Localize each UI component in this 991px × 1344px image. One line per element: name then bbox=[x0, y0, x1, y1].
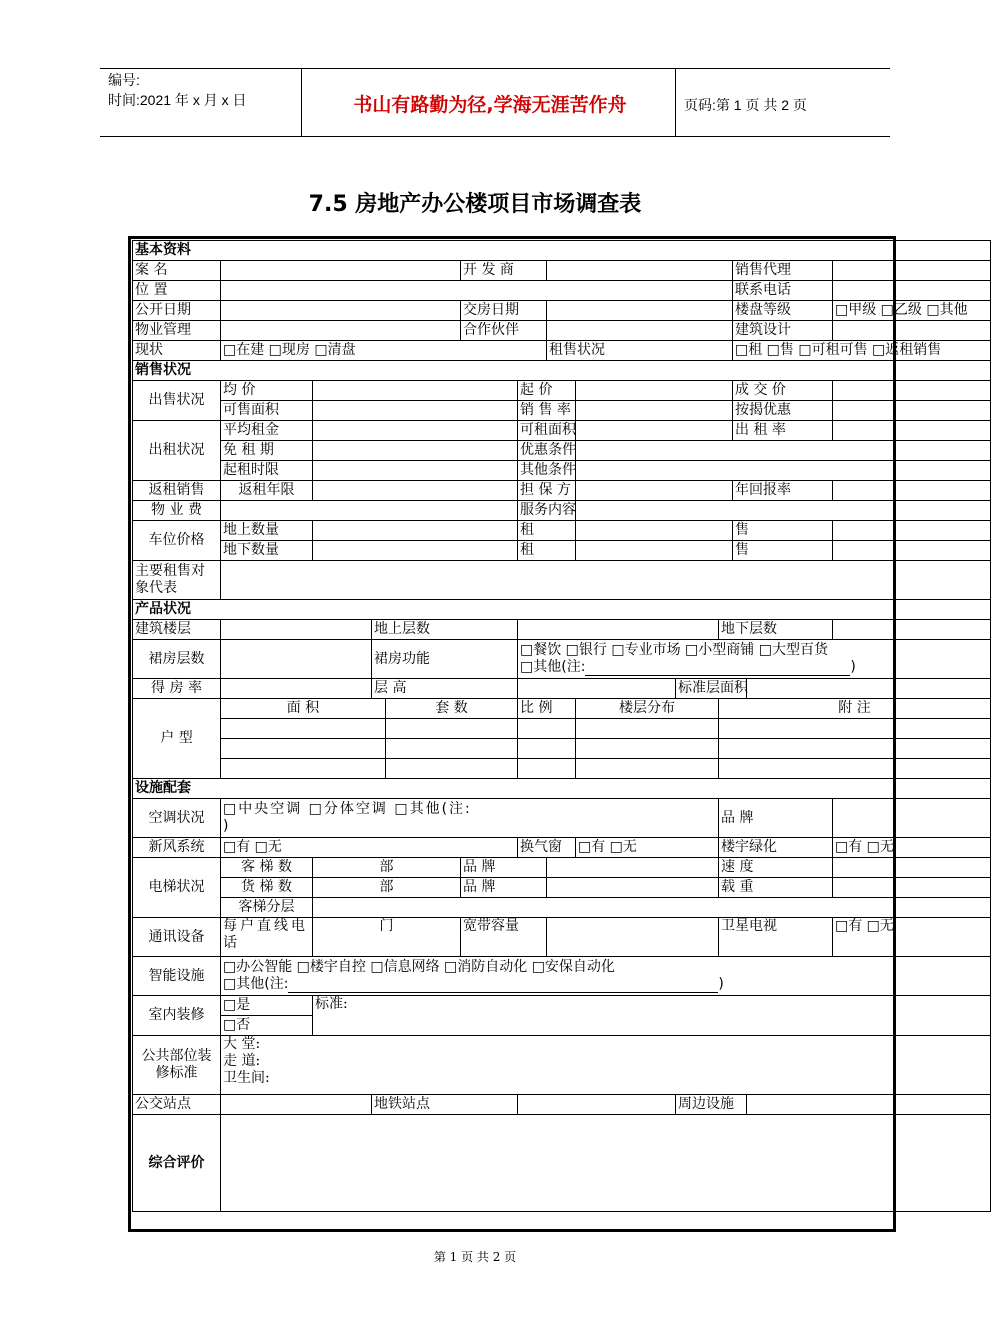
status-options[interactable]: □在建 □现房 □清盘 bbox=[221, 341, 547, 361]
label-direct-line: 每户直线电话 bbox=[221, 918, 313, 957]
number-label: 编号: bbox=[108, 72, 140, 88]
field-metro[interactable] bbox=[518, 1095, 676, 1115]
cell-note[interactable] bbox=[719, 739, 991, 759]
cell-area[interactable] bbox=[221, 719, 386, 739]
podium-func-options[interactable] bbox=[518, 640, 991, 679]
label-load: 载 重 bbox=[719, 878, 833, 898]
label-for-rent: 出租状况 bbox=[133, 421, 221, 481]
field-rent-rate[interactable] bbox=[833, 421, 991, 441]
field-rent-free[interactable] bbox=[313, 441, 518, 461]
field-preferential[interactable] bbox=[576, 441, 991, 461]
label-bandwidth: 宽带容量 bbox=[461, 918, 547, 957]
decoration-standard[interactable]: 标准: bbox=[313, 996, 991, 1036]
label-developer: 开 发 商 bbox=[461, 261, 547, 281]
survey-form bbox=[132, 240, 991, 1212]
decoration-no[interactable]: □否 bbox=[221, 1016, 313, 1036]
field-overall[interactable] bbox=[221, 1115, 991, 1212]
cell-units[interactable] bbox=[386, 759, 518, 779]
label-ac: 空调状况 bbox=[133, 799, 221, 838]
label-fresh-air: 新风系统 bbox=[133, 838, 221, 858]
smart-other: □其他(注: bbox=[223, 976, 289, 992]
page-footer: 第 1 页 共 2 页 bbox=[433, 1250, 517, 1264]
label-property-mgmt: 物业管理 bbox=[133, 321, 221, 341]
header-bottom-rule bbox=[100, 136, 890, 137]
podium-close: ) bbox=[850, 659, 856, 675]
field-ac-brand[interactable] bbox=[833, 799, 991, 838]
field-property-mgmt[interactable] bbox=[221, 321, 461, 341]
label-public-deco: 公共部位装修标准 bbox=[133, 1036, 221, 1095]
field-developer[interactable] bbox=[547, 261, 733, 281]
label-above-ground-qty: 地上数量 bbox=[221, 521, 313, 541]
label-below-floors: 地下层数 bbox=[719, 620, 833, 640]
label-brand: 品 牌 bbox=[719, 799, 833, 838]
field-passenger-brand[interactable] bbox=[547, 858, 719, 878]
label-property-fee: 物 业 费 bbox=[133, 501, 221, 521]
label-arch-design: 建筑设计 bbox=[733, 321, 833, 341]
smart-options-line1: □办公智能 □楼宇自控 □信息网络 □消防自动化 □安保自动化 bbox=[223, 959, 615, 975]
label-case-name: 案 名 bbox=[133, 261, 221, 281]
label-deal-price: 成 交 价 bbox=[733, 381, 833, 401]
field-bus[interactable] bbox=[221, 1095, 372, 1115]
field-open-date[interactable] bbox=[221, 301, 461, 321]
label-rent-rate: 出 租 率 bbox=[733, 421, 833, 441]
label-avg-price: 均 价 bbox=[221, 381, 313, 401]
field-speed[interactable] bbox=[833, 858, 991, 878]
cell-ratio[interactable] bbox=[518, 719, 576, 739]
field-load[interactable] bbox=[833, 878, 991, 898]
field-start-price[interactable] bbox=[576, 381, 733, 401]
cell-units[interactable] bbox=[386, 739, 518, 759]
fresh-air-options[interactable]: □有 □无 bbox=[221, 838, 518, 858]
time-label: 时间:2021 年 x 月 x 日 bbox=[108, 92, 247, 108]
label-leaseback: 返租销售 bbox=[133, 481, 221, 501]
field-delivery-date[interactable] bbox=[547, 301, 733, 321]
label-below-ground-qty: 地下数量 bbox=[221, 541, 313, 561]
label-rentable-area: 可租面积 bbox=[518, 421, 576, 441]
field-lift-floors[interactable] bbox=[313, 898, 991, 918]
label-sales-agent: 销售代理 bbox=[733, 261, 833, 281]
field-leaseback-years[interactable] bbox=[313, 481, 518, 501]
field-below-ground-qty[interactable] bbox=[313, 541, 518, 561]
label-delivery-date: 交房日期 bbox=[461, 301, 547, 321]
label-smart: 智能设施 bbox=[133, 957, 221, 996]
label-service: 服务内容 bbox=[518, 501, 576, 521]
header-top-rule bbox=[100, 68, 890, 69]
label-min-rent: 起租时限 bbox=[221, 461, 313, 481]
label-building-floors: 建筑楼层 bbox=[133, 620, 221, 640]
field-main-target[interactable] bbox=[221, 561, 991, 600]
field-sales-rate[interactable] bbox=[576, 401, 733, 421]
label-partner: 合作伙伴 bbox=[461, 321, 547, 341]
field-mortgage[interactable] bbox=[833, 401, 991, 421]
field-above-ground-qty[interactable] bbox=[313, 521, 518, 541]
cell-note[interactable] bbox=[719, 759, 991, 779]
label-sell: 售 bbox=[733, 541, 833, 561]
label-speed: 速 度 bbox=[719, 858, 833, 878]
field-building-floors[interactable] bbox=[221, 620, 372, 640]
label-passenger-lift: 客 梯 数 bbox=[221, 858, 313, 878]
label-metro: 地铁站点 bbox=[372, 1095, 518, 1115]
field-efficiency[interactable] bbox=[221, 679, 372, 699]
public-deco-fields[interactable] bbox=[221, 1036, 991, 1095]
label-comm: 通讯设备 bbox=[133, 918, 221, 957]
label-open-date: 公开日期 bbox=[133, 301, 221, 321]
field-above-rent[interactable] bbox=[576, 521, 733, 541]
field-below-rent[interactable] bbox=[576, 541, 733, 561]
label-rent: 租 bbox=[518, 541, 576, 561]
cell-floor-dist[interactable] bbox=[576, 759, 719, 779]
label-parking-price: 车位价格 bbox=[133, 521, 221, 561]
podium-options-line1: □餐饮 □银行 □专业市场 □小型商铺 □大型百货 bbox=[520, 642, 828, 658]
field-contact-phone[interactable] bbox=[833, 281, 991, 301]
field-std-floor-area[interactable] bbox=[747, 679, 991, 699]
section-product: 产品状况 bbox=[133, 600, 991, 620]
field-sales-agent[interactable] bbox=[833, 261, 991, 281]
cell-ratio[interactable] bbox=[518, 739, 576, 759]
doc-meta bbox=[108, 70, 246, 110]
cell-area[interactable] bbox=[221, 739, 386, 759]
label-rent: 租 bbox=[518, 521, 576, 541]
greening-options[interactable]: □有 □无 bbox=[833, 838, 991, 858]
field-min-rent[interactable] bbox=[313, 461, 518, 481]
cell-floor-dist[interactable] bbox=[576, 719, 719, 739]
page-info: 页码:第 1 页 共 2 页 bbox=[684, 97, 807, 113]
label-unit-type: 户 型 bbox=[133, 699, 221, 779]
motto: 书山有路勤为径,学海无涯苦作舟 bbox=[353, 94, 627, 116]
field-other-terms[interactable] bbox=[576, 461, 991, 481]
header-divider bbox=[675, 68, 676, 136]
label-status: 现状 bbox=[133, 341, 221, 361]
field-guarantor[interactable] bbox=[576, 481, 733, 501]
cell-area[interactable] bbox=[221, 759, 386, 779]
label-mortgage: 按揭优惠 bbox=[733, 401, 833, 421]
label-other-terms: 其他条件 bbox=[518, 461, 576, 481]
field-below-floors[interactable] bbox=[833, 620, 991, 640]
label-surroundings: 周边设施 bbox=[676, 1095, 747, 1115]
podium-options-line2 bbox=[520, 659, 988, 676]
label-satellite: 卫星电视 bbox=[719, 918, 833, 957]
label-above-floors: 地上层数 bbox=[372, 620, 518, 640]
label-bus: 公交站点 bbox=[133, 1095, 221, 1115]
podium-other: □其他(注: bbox=[520, 659, 586, 675]
label-avg-rent: 平均租金 bbox=[221, 421, 313, 441]
field-case-name[interactable] bbox=[221, 261, 461, 281]
label-rent-sale-status: 租售状况 bbox=[547, 341, 733, 361]
field-deal-price[interactable] bbox=[833, 381, 991, 401]
label-efficiency: 得 房 率 bbox=[133, 679, 221, 699]
label-guarantor: 担 保 方 bbox=[518, 481, 576, 501]
label-sales-rate: 销 售 率 bbox=[518, 401, 576, 421]
label-decoration: 室内装修 bbox=[133, 996, 221, 1036]
field-podium-floors[interactable] bbox=[221, 640, 372, 679]
rent-sale-options[interactable]: □租 □售 □可租可售 □返租销售 bbox=[733, 341, 991, 361]
smart-close: ) bbox=[718, 976, 724, 992]
grade-options[interactable]: □甲级 □乙级 □其他 bbox=[833, 301, 991, 321]
field-below-sell[interactable] bbox=[833, 541, 991, 561]
satellite-options[interactable]: □有 □无 bbox=[833, 918, 991, 957]
label-contact-phone: 联系电话 bbox=[733, 281, 833, 301]
label-grade: 楼盘等级 bbox=[733, 301, 833, 321]
label-podium-func: 裙房功能 bbox=[372, 640, 518, 679]
label-floor-height: 层 高 bbox=[372, 679, 518, 699]
label-start-price: 起 价 bbox=[518, 381, 576, 401]
label-leaseback-years: 返租年限 bbox=[221, 481, 313, 501]
field-floor-height[interactable] bbox=[518, 679, 676, 699]
label-elevator: 电梯状况 bbox=[133, 858, 221, 918]
col-area: 面 积 bbox=[221, 699, 386, 719]
field-above-floors[interactable] bbox=[518, 620, 719, 640]
label-overall: 综合评价 bbox=[133, 1115, 221, 1212]
label-annual-return: 年回报率 bbox=[733, 481, 833, 501]
label-std-floor-area: 标准层面积 bbox=[676, 679, 747, 699]
cell-ratio[interactable] bbox=[518, 759, 576, 779]
field-arch-design[interactable] bbox=[833, 321, 991, 341]
field-service[interactable] bbox=[576, 501, 991, 521]
col-note: 附 注 bbox=[719, 699, 991, 719]
label-for-sale: 出售状况 bbox=[133, 381, 221, 421]
col-units: 套 数 bbox=[386, 699, 518, 719]
label-brand: 品 牌 bbox=[461, 858, 547, 878]
field-bandwidth[interactable] bbox=[547, 918, 719, 957]
col-ratio: 比 例 bbox=[518, 699, 576, 719]
label-location: 位 置 bbox=[133, 281, 221, 301]
label-freight-lift: 货 梯 数 bbox=[221, 878, 313, 898]
field-property-fee[interactable] bbox=[221, 501, 518, 521]
field-location[interactable] bbox=[221, 281, 733, 301]
corridor-label: 走 道: bbox=[223, 1053, 261, 1069]
label-rent-free: 免 租 期 bbox=[221, 441, 313, 461]
label-lift-floors: 客梯分层 bbox=[221, 898, 313, 918]
label-ventilation: 换气窗 bbox=[518, 838, 576, 858]
header-divider bbox=[301, 68, 302, 136]
field-avg-price[interactable] bbox=[313, 381, 518, 401]
label-greening: 楼宇绿化 bbox=[719, 838, 833, 858]
field-annual-return[interactable] bbox=[833, 481, 991, 501]
col-floor-dist: 楼层分布 bbox=[576, 699, 719, 719]
smart-options[interactable] bbox=[221, 957, 991, 996]
section-facility: 设施配套 bbox=[133, 779, 991, 799]
page-title: 7.5 房地产办公楼项目市场调查表 bbox=[308, 192, 642, 217]
field-saleable-area[interactable] bbox=[313, 401, 518, 421]
label-saleable-area: 可售面积 bbox=[221, 401, 313, 421]
field-partner[interactable] bbox=[547, 321, 733, 341]
label-podium-floors: 裙房层数 bbox=[133, 640, 221, 679]
ac-close: ) bbox=[223, 818, 231, 834]
lobby-label: 大 堂: bbox=[223, 1036, 261, 1052]
label-brand: 品 牌 bbox=[461, 878, 547, 898]
unit-bu: 部 bbox=[313, 878, 461, 898]
ventilation-options[interactable]: □有 □无 bbox=[576, 838, 719, 858]
restroom-label: 卫生间: bbox=[223, 1070, 270, 1086]
field-freight-brand[interactable] bbox=[547, 878, 719, 898]
field-above-sell[interactable] bbox=[833, 521, 991, 541]
field-surroundings[interactable] bbox=[747, 1095, 991, 1115]
section-sales: 销售状况 bbox=[133, 361, 991, 381]
unit-men: 门 bbox=[313, 918, 461, 957]
label-sell: 售 bbox=[733, 521, 833, 541]
cell-floor-dist[interactable] bbox=[576, 739, 719, 759]
cell-note[interactable] bbox=[719, 719, 991, 739]
section-basic: 基本资料 bbox=[133, 241, 991, 261]
unit-bu: 部 bbox=[313, 858, 461, 878]
field-rentable-area[interactable] bbox=[576, 421, 733, 441]
ac-options[interactable] bbox=[221, 799, 719, 838]
label-preferential: 优惠条件 bbox=[518, 441, 576, 461]
ac-options-text: □中央空调 □分体空调 □其他(注: bbox=[223, 801, 472, 817]
field-avg-rent[interactable] bbox=[313, 421, 518, 441]
decoration-yes[interactable]: □是 bbox=[221, 996, 313, 1016]
cell-units[interactable] bbox=[386, 719, 518, 739]
podium-other-input[interactable] bbox=[585, 663, 850, 676]
smart-other-input[interactable] bbox=[288, 980, 718, 993]
label-main-target: 主要租售对象代表 bbox=[133, 561, 221, 600]
smart-options-line2 bbox=[223, 976, 988, 993]
